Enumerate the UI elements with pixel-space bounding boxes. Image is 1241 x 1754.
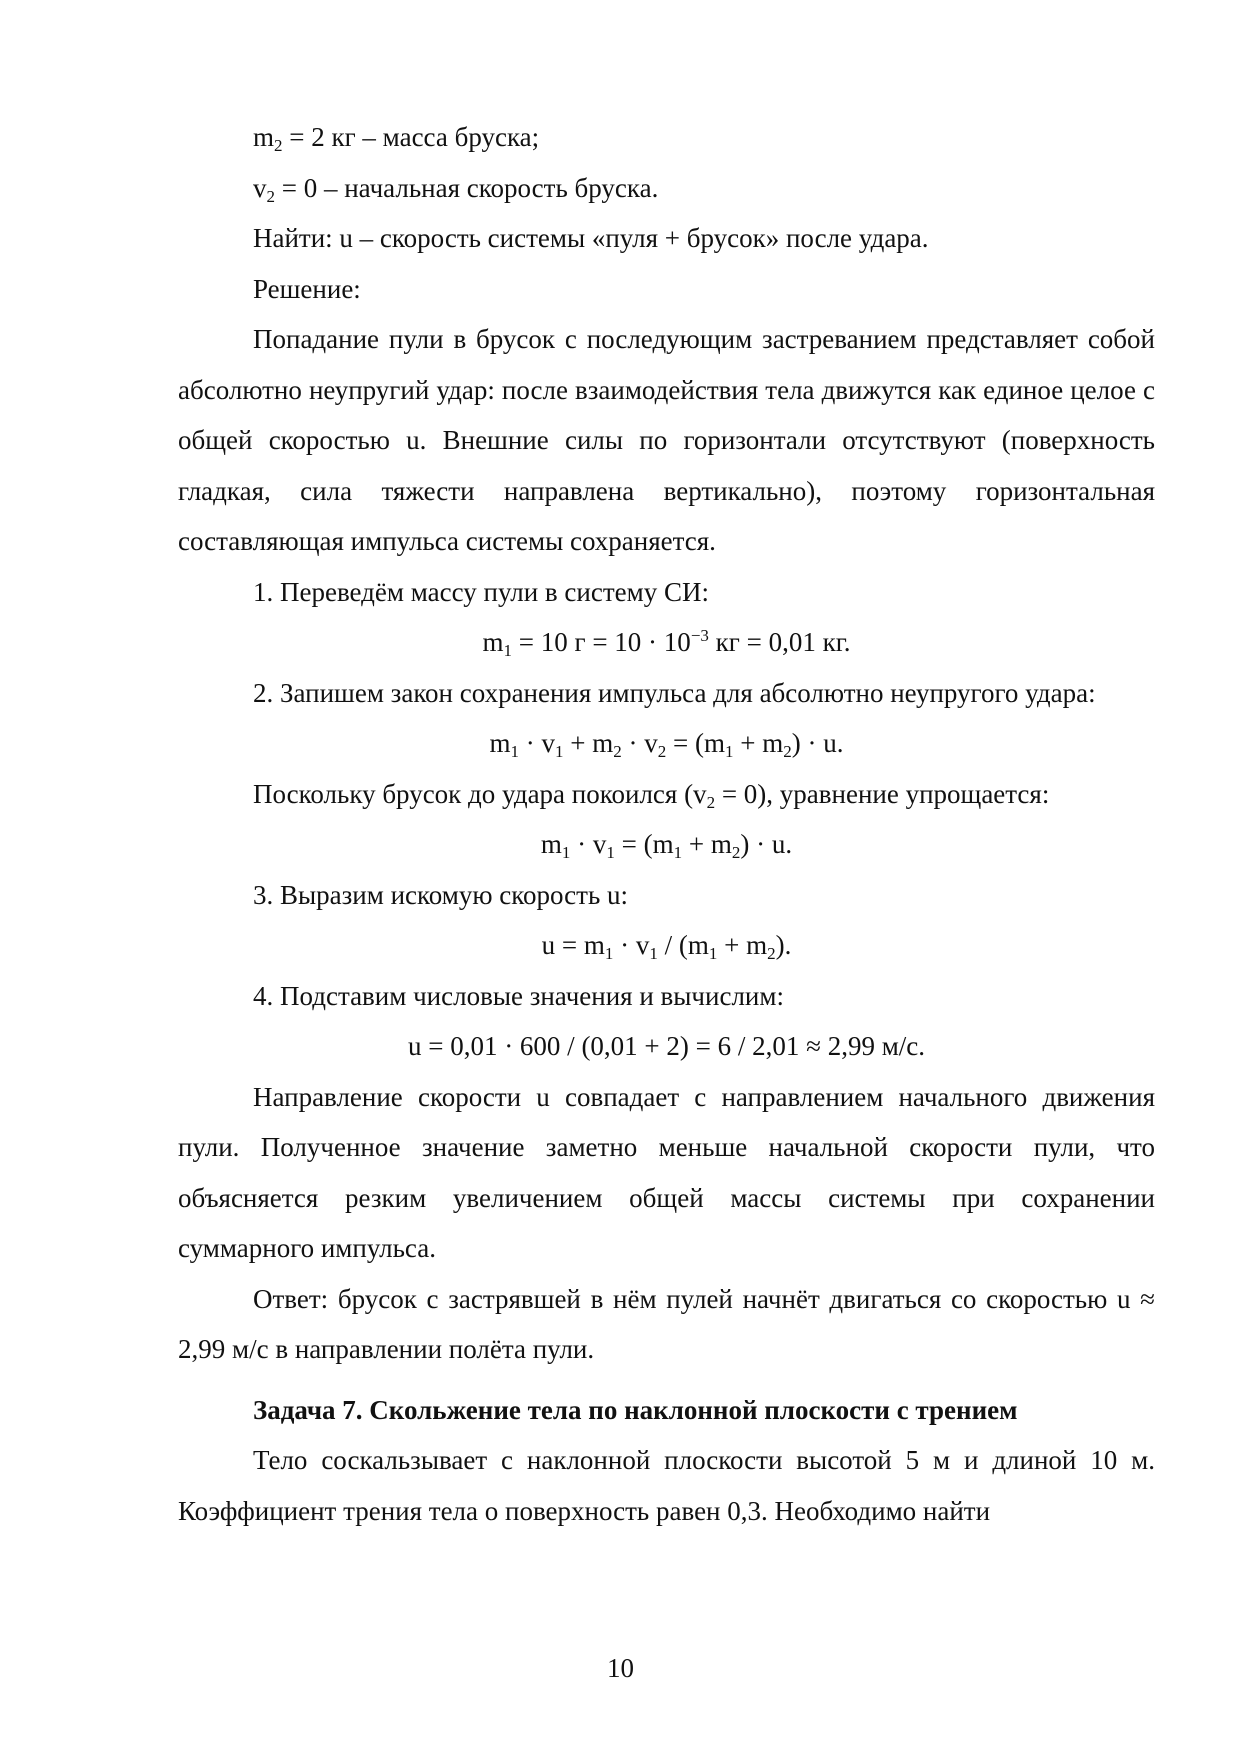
formula-simplified [178, 819, 1155, 870]
formula-momentum-conservation [178, 718, 1155, 769]
given-v2 [178, 163, 1155, 214]
text-part: = 0), уравнение упрощается: [715, 778, 1050, 809]
text-part: Поскольку брусок до удара покоился (v [253, 778, 707, 809]
formula-part: ) · u. [791, 728, 844, 758]
simplify-line [178, 769, 1155, 820]
formula-part: · v [519, 728, 556, 758]
subscript: 1 [649, 944, 658, 963]
step-3: 3. Выразим искомую скорость u: [253, 879, 629, 910]
solution-label: Решение: [253, 273, 361, 304]
subscript: 2 [706, 792, 716, 812]
direction-paragraph: Направление скорости u совпадает с направлением начального движения пули. Полученное значение заметно меньше начальной скорости пули, что объясняется резким увеличением общей массы системы при сохранении суммарного импульса. [178, 1081, 1155, 1263]
formula-part: u = m [541, 930, 605, 960]
page-content [178, 112, 1155, 1536]
formula-part: кг = 0,01 кг. [708, 627, 851, 657]
subscript: 2 [274, 136, 283, 155]
formula-part: · v [570, 829, 607, 859]
formula-part: ). [775, 930, 792, 960]
formula-part: = (m [614, 829, 674, 859]
given-text: = 0 – начальная скорость бруска. [275, 172, 659, 203]
formula-part: + m [563, 728, 614, 758]
formula-part: · v [621, 728, 658, 758]
subscript: 1 [503, 641, 513, 660]
formula-velocity [178, 920, 1155, 971]
formula-part: ) · u. [740, 829, 793, 859]
formula-part: = (m [666, 728, 725, 758]
subscript: 2 [767, 944, 776, 963]
subscript: 1 [555, 742, 564, 761]
superscript: −3 [690, 626, 709, 645]
subscript: 2 [266, 186, 275, 206]
find-line: Найти: u – скорость системы «пуля + брусок» после удара. [253, 223, 929, 253]
subscript: 1 [604, 944, 614, 963]
subscript: 2 [613, 742, 622, 761]
answer-paragraph: Ответ: брусок с застрявшей в нём пулей начнёт двигаться со скоростью u ≈ 2,99 м/с в направлении полёта пули. [178, 1283, 1155, 1364]
subscript: 1 [561, 843, 571, 862]
step-2: 2. Запишем закон сохранения импульса для абсолютно неупругого удара: [253, 677, 1096, 708]
symbol-text: v [253, 172, 267, 203]
subscript: 2 [731, 843, 741, 862]
task-heading: Задача 7. Скольжение тела по наклонной плоскости с трением [253, 1394, 1018, 1425]
formula-numeric: u = 0,01 · 600 / (0,01 + 2) = 6 / 2,01 ≈ 2,99 м/с. [407, 1031, 926, 1061]
step-1: 1. Переведём массу пули в систему СИ: [253, 576, 709, 607]
formula-part: m [489, 728, 511, 758]
formula-part: / (m [657, 930, 709, 960]
step-4: 4. Подставим числовые значения и вычислим: [253, 980, 784, 1011]
formula-mass-conversion [178, 617, 1155, 668]
task-paragraph: Тело соскальзывает с наклонной плоскости высотой 5 м и длиной 10 м. Коэффициент трения тела о поверхность равен 0,3. Необходимо найти [178, 1445, 1155, 1526]
subscript: 1 [606, 843, 615, 862]
formula-part: + m [717, 930, 768, 960]
subscript: 1 [510, 742, 520, 761]
subscript: 2 [657, 742, 667, 761]
subscript: 1 [673, 843, 683, 862]
intro-paragraph: Попадание пули в брусок с последующим застреванием представляет собой абсолютно неупругий удар: после взаимодействия тела движутся как единое целое с общей скоростью u. Внешние силы по горизонтали отсутствуют (поверхность гладкая, сила тяжести направлена вертикально), поэтому горизонтальная составляющая импульса системы сохраняется. [178, 324, 1155, 556]
subscript: 2 [783, 742, 792, 761]
subscript: 1 [708, 944, 718, 963]
symbol-text: m [253, 122, 275, 152]
formula-part: = 10 г = 10 · 10 [512, 627, 691, 657]
formula-part: m [482, 627, 504, 657]
formula-part: m [540, 829, 562, 859]
page-number: 10 [607, 1653, 634, 1683]
given-text: = 2 кг – масса бруска; [282, 122, 540, 152]
formula-part: · v [613, 930, 650, 960]
given-m2 [178, 112, 1155, 163]
subscript: 1 [725, 742, 734, 761]
formula-part: + m [682, 829, 732, 859]
formula-part: + m [733, 728, 784, 758]
